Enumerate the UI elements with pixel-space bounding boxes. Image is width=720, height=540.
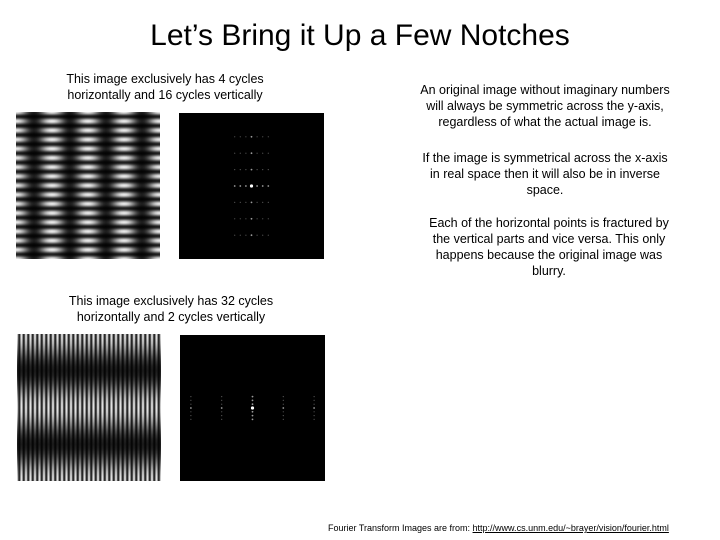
example1-fourier-frequency-peak (251, 202, 253, 204)
example2-fourier-frequency-peak (313, 407, 315, 409)
example2-fourier-frequency-peak (252, 400, 254, 402)
note-symmetry-y (392, 82, 698, 130)
example2-fourier-frequency-peak (190, 407, 192, 409)
example1-fourier-frequency-peak (251, 218, 253, 220)
example1-fourier-frequency-peak (240, 136, 241, 137)
example1-fourier-frequency-peak (234, 218, 235, 219)
example1-fourier-frequency-peak (268, 202, 269, 203)
example2-fourier-frequency-peak (221, 419, 222, 420)
example1-fourier-frequency-peak (245, 185, 247, 187)
note3-line2: the vertical parts and vice versa. This only (432, 232, 666, 246)
example1-fourier-frequency-peak (240, 202, 241, 203)
example1-fourier-frequency-peak (268, 169, 269, 170)
example2-fourier-frequency-peak (221, 415, 222, 416)
example1-fourier-frequency-peak (262, 185, 264, 187)
example1-fourier-frequency-peak (245, 136, 246, 137)
source-link[interactable]: http://www.cs.unm.edu/~brayer/vision/fourier.html (472, 523, 669, 533)
example2-fourier-frequency-peak (252, 411, 254, 413)
example2-caption-line2: horizontally and 2 cycles vertically (76, 310, 266, 324)
example1-fourier-frequency-peak (240, 153, 241, 154)
example2-caption (40, 293, 302, 325)
example1-fourier-frequency-peak (257, 235, 258, 236)
example2-fourier-frequency-peak (283, 419, 284, 420)
example1-fourier-frequency-peak (234, 235, 235, 236)
example2-fourier-frequency-peak (314, 400, 315, 401)
example1-fourier-frequency-peak (251, 169, 253, 171)
source-prefix: Fourier Transform Images are from: (328, 523, 473, 533)
example2-fourier-frequency-peak (314, 415, 315, 416)
example1-fourier-image (179, 113, 324, 259)
example1-fourier-frequency-peak (251, 152, 253, 154)
example1-caption-line2: horizontally and 16 cycles vertically (67, 88, 263, 102)
example1-fourier-frequency-peak (234, 202, 235, 203)
note1-line3: regardless of what the actual image is. (438, 115, 652, 129)
example2-fourier-frequency-peak (314, 411, 315, 412)
example1-fourier-frequency-peak (262, 202, 263, 203)
example1-fourier-frequency-peak (234, 153, 235, 154)
example1-fourier-frequency-peak (268, 153, 269, 154)
example2-fourier-frequency-peak (252, 396, 254, 398)
example2-fourier-frequency-peak (283, 404, 284, 405)
example1-spatial-image (16, 112, 160, 259)
example1-fourier-frequency-peak (250, 184, 253, 187)
example1-fourier-frequency-peak (262, 218, 263, 219)
example2-fourier-frequency-peak (283, 396, 284, 397)
example2-fourier-frequency-peak (252, 415, 254, 417)
example2-fourier-frequency-peak (190, 411, 191, 412)
note-symmetry-x (392, 150, 698, 198)
note3-line4: blurry. (532, 264, 566, 278)
example2-fourier-frequency-peak (283, 400, 284, 401)
example2-fourier-frequency-peak (221, 400, 222, 401)
example2-fourier-frequency-peak (221, 396, 222, 397)
note3-line1: Each of the horizontal points is fractured by (429, 216, 669, 230)
example2-fourier-frequency-peak (221, 411, 222, 412)
example1-fourier-frequency-peak (268, 218, 269, 219)
example1-caption (40, 71, 290, 103)
example1-fourier-frequency-peak (240, 218, 241, 219)
example2-fourier-frequency-peak (190, 415, 191, 416)
example2-fourier-frequency-peak (314, 404, 315, 405)
example2-fourier-frequency-peak (221, 407, 223, 409)
example2-spatial-vertical-wave (17, 334, 161, 481)
note2-line2: in real space then it will also be in inverse (430, 167, 660, 181)
example1-fourier-frequency-peak (257, 153, 258, 154)
example1-fourier-frequency-peak (239, 185, 241, 187)
note3-line3: happens because the original image was (435, 248, 663, 262)
example1-fourier-frequency-peak (257, 218, 258, 219)
example1-fourier-frequency-peak (256, 185, 258, 187)
example1-spatial-vertical-wave (16, 112, 160, 259)
example2-fourier-frequency-peak (190, 400, 191, 401)
example1-fourier-frequency-peak (267, 185, 269, 187)
example2-fourier-frequency-peak (190, 419, 191, 420)
example1-fourier-frequency-peak (257, 202, 258, 203)
example2-fourier-frequency-peak (283, 411, 284, 412)
example2-fourier-frequency-peak (252, 419, 254, 421)
note-fractured-points (396, 215, 702, 279)
example1-fourier-frequency-peak (245, 202, 246, 203)
example1-fourier-frequency-peak (268, 235, 269, 236)
example2-spatial-image (17, 334, 161, 481)
example2-fourier-frequency-peak (190, 404, 191, 405)
example1-fourier-frequency-peak (257, 136, 258, 137)
example1-fourier-frequency-peak (240, 169, 241, 170)
example2-fourier-frequency-peak (190, 396, 191, 397)
source-credit (328, 522, 669, 534)
example1-fourier-frequency-peak (251, 136, 253, 138)
note1-line2: will always be symmetric across the y-axis, (426, 99, 664, 113)
example2-fourier-frequency-peak (252, 403, 254, 405)
note2-line3: space. (526, 183, 564, 197)
example2-fourier-frequency-peak (314, 419, 315, 420)
example2-caption-line1: This image exclusively has 32 cycles (68, 294, 274, 308)
example1-fourier-frequency-peak (262, 153, 263, 154)
example1-fourier-frequency-peak (262, 235, 263, 236)
example2-fourier-frequency-peak (282, 407, 284, 409)
example2-fourier-image (180, 335, 325, 481)
example1-fourier-frequency-peak (245, 153, 246, 154)
example1-fourier-frequency-peak (268, 136, 269, 137)
example1-fourier-frequency-peak (245, 235, 246, 236)
note2-line1: If the image is symmetrical across the x-axis (422, 151, 668, 165)
example1-fourier-frequency-peak (245, 218, 246, 219)
example1-fourier-frequency-peak (251, 234, 253, 236)
slide-title: Let’s Bring it Up a Few Notches (150, 19, 570, 52)
example2-fourier-frequency-peak (283, 415, 284, 416)
example1-fourier-frequency-peak (234, 136, 235, 137)
example1-fourier-frequency-peak (240, 235, 241, 236)
example1-fourier-frequency-peak (257, 169, 258, 170)
example2-fourier-frequency-peak (221, 404, 222, 405)
example1-caption-line1: This image exclusively has 4 cycles (66, 72, 264, 86)
example2-fourier-frequency-peak (251, 406, 254, 409)
example1-fourier-frequency-peak (245, 169, 246, 170)
example1-fourier-frequency-peak (262, 136, 263, 137)
note1-line1: An original image without imaginary numbers (420, 83, 670, 97)
example2-fourier-frequency-peak (314, 396, 315, 397)
example1-fourier-frequency-peak (234, 169, 235, 170)
example1-fourier-frequency-peak (234, 185, 236, 187)
example1-fourier-frequency-peak (262, 169, 263, 170)
